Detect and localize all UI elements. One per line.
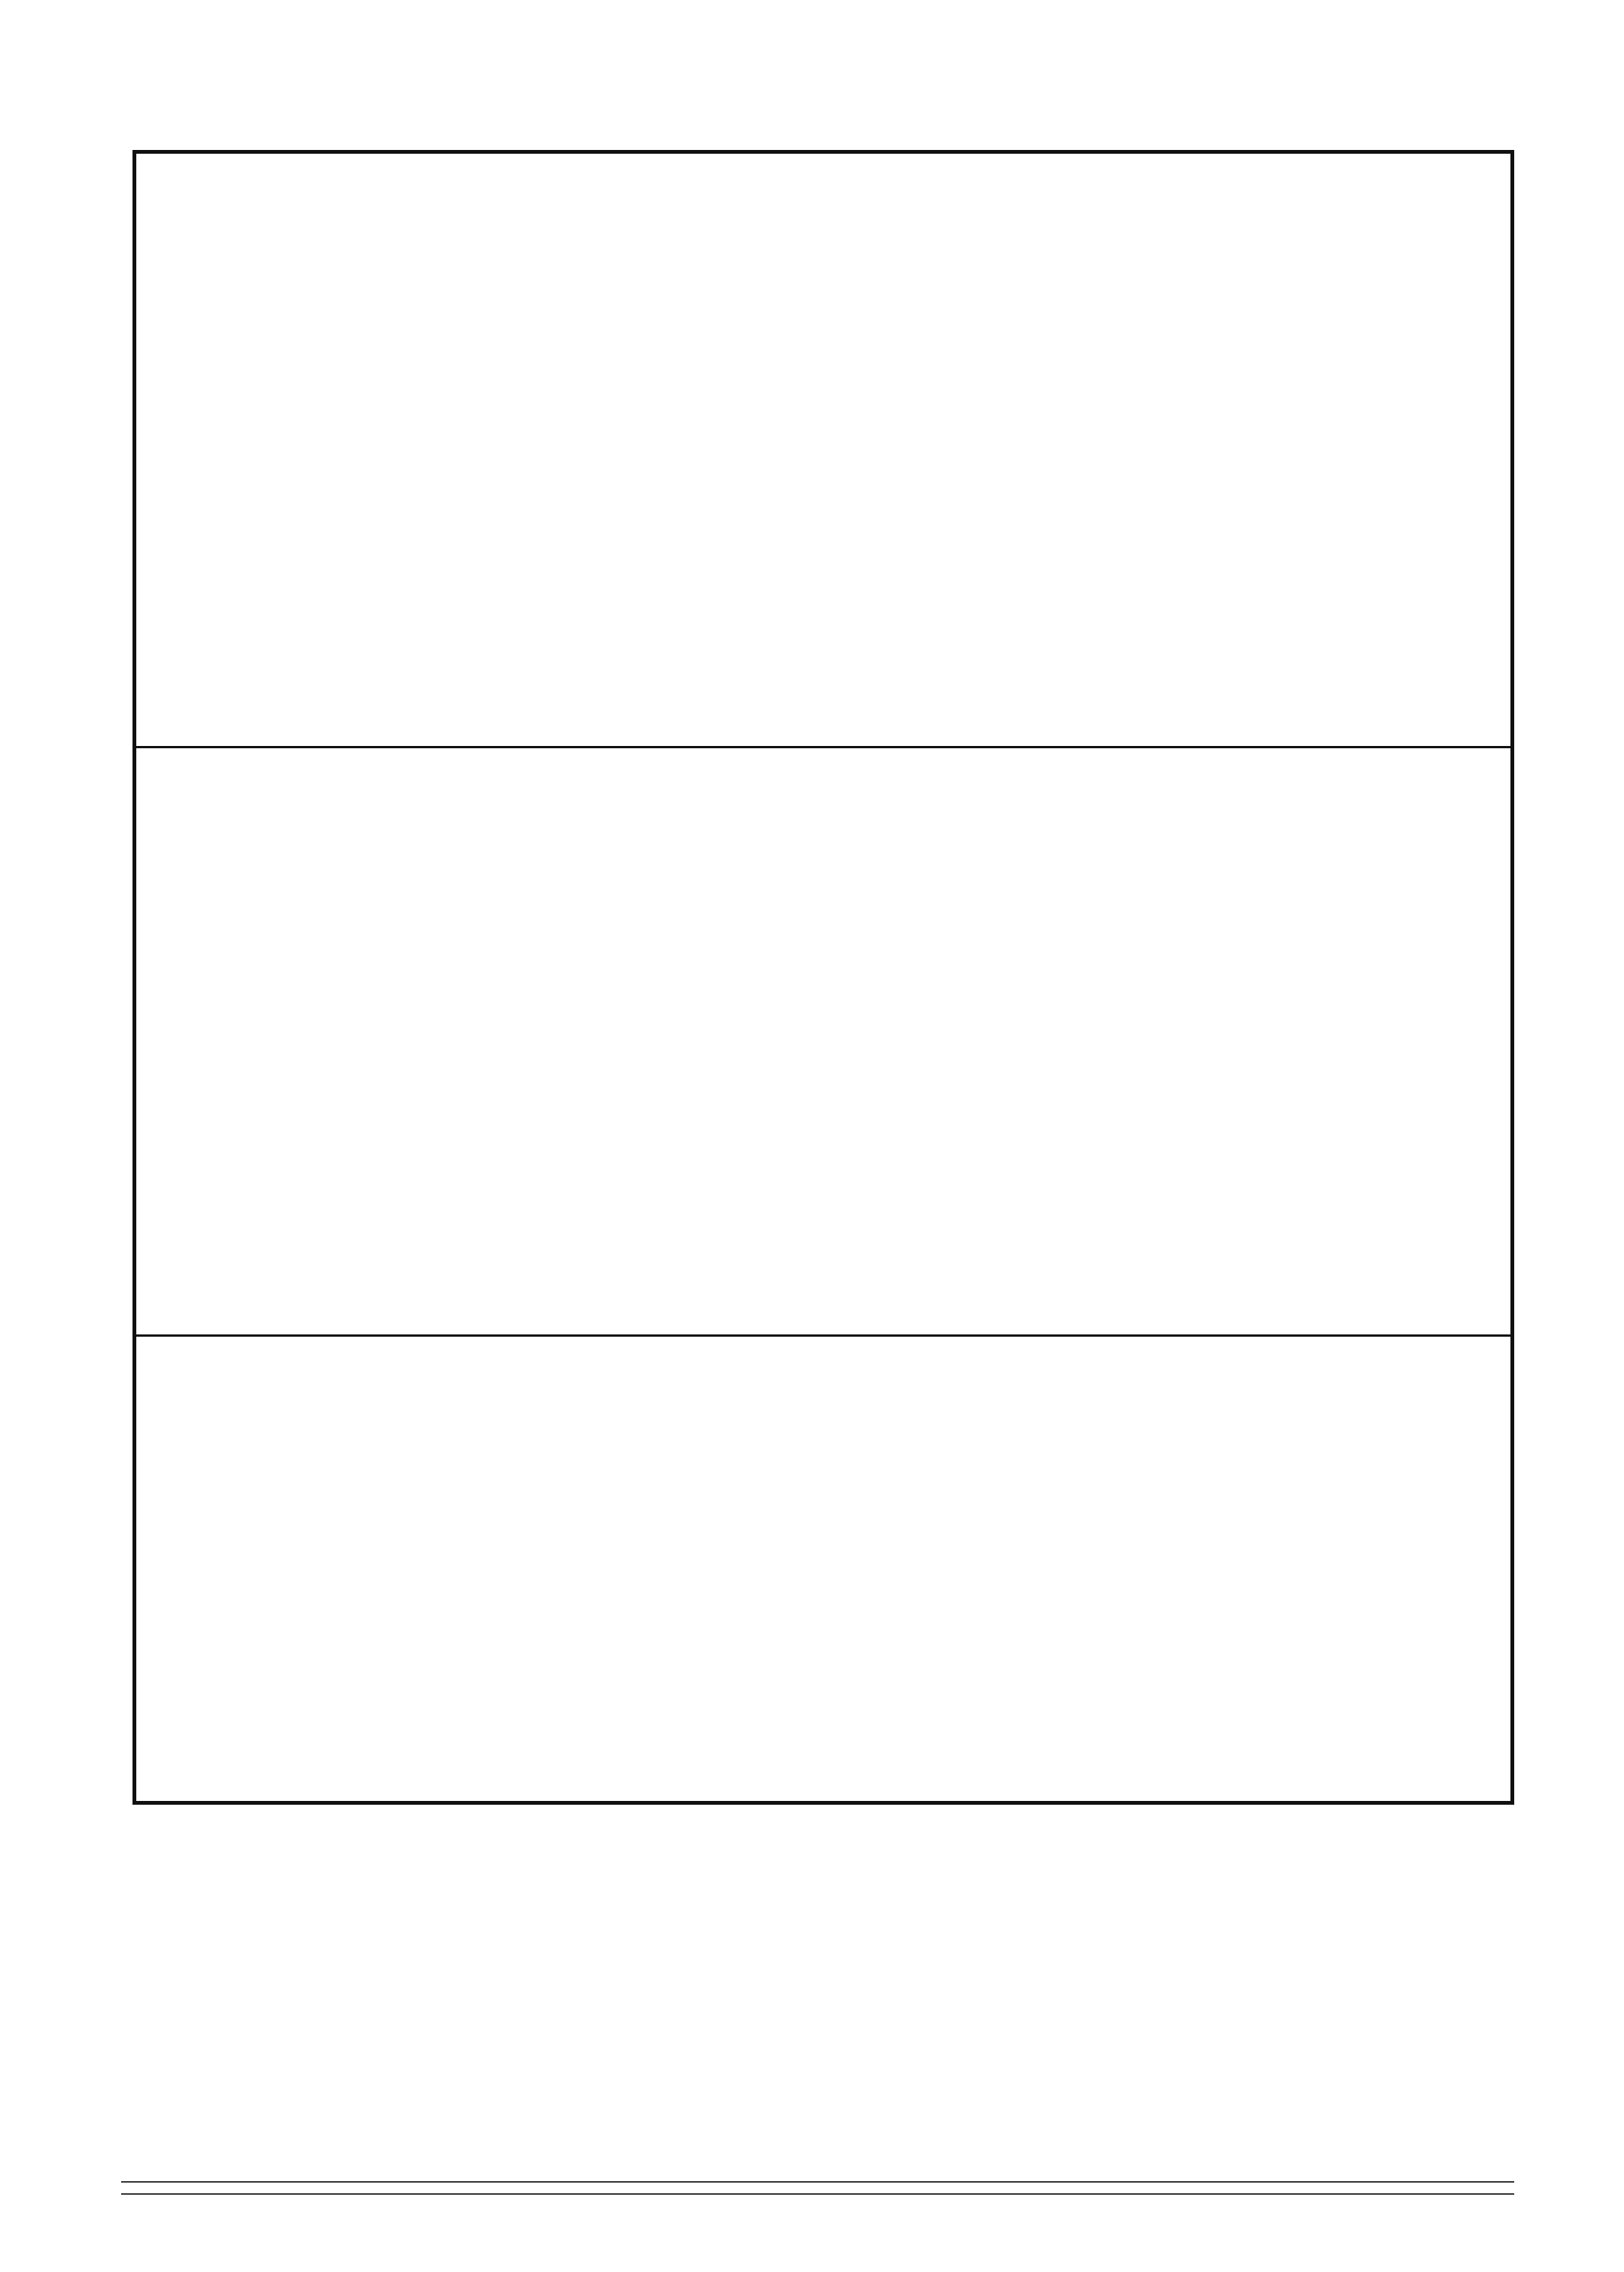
bottom-section (140, 1347, 1507, 1801)
bottom-rule-2 (121, 2193, 1514, 2195)
top-section (140, 163, 1507, 742)
section-divider-2 (132, 1334, 1514, 1337)
section-divider-1 (132, 746, 1514, 748)
bottom-rule-1 (121, 2181, 1514, 2183)
middle-section (140, 757, 1507, 1329)
